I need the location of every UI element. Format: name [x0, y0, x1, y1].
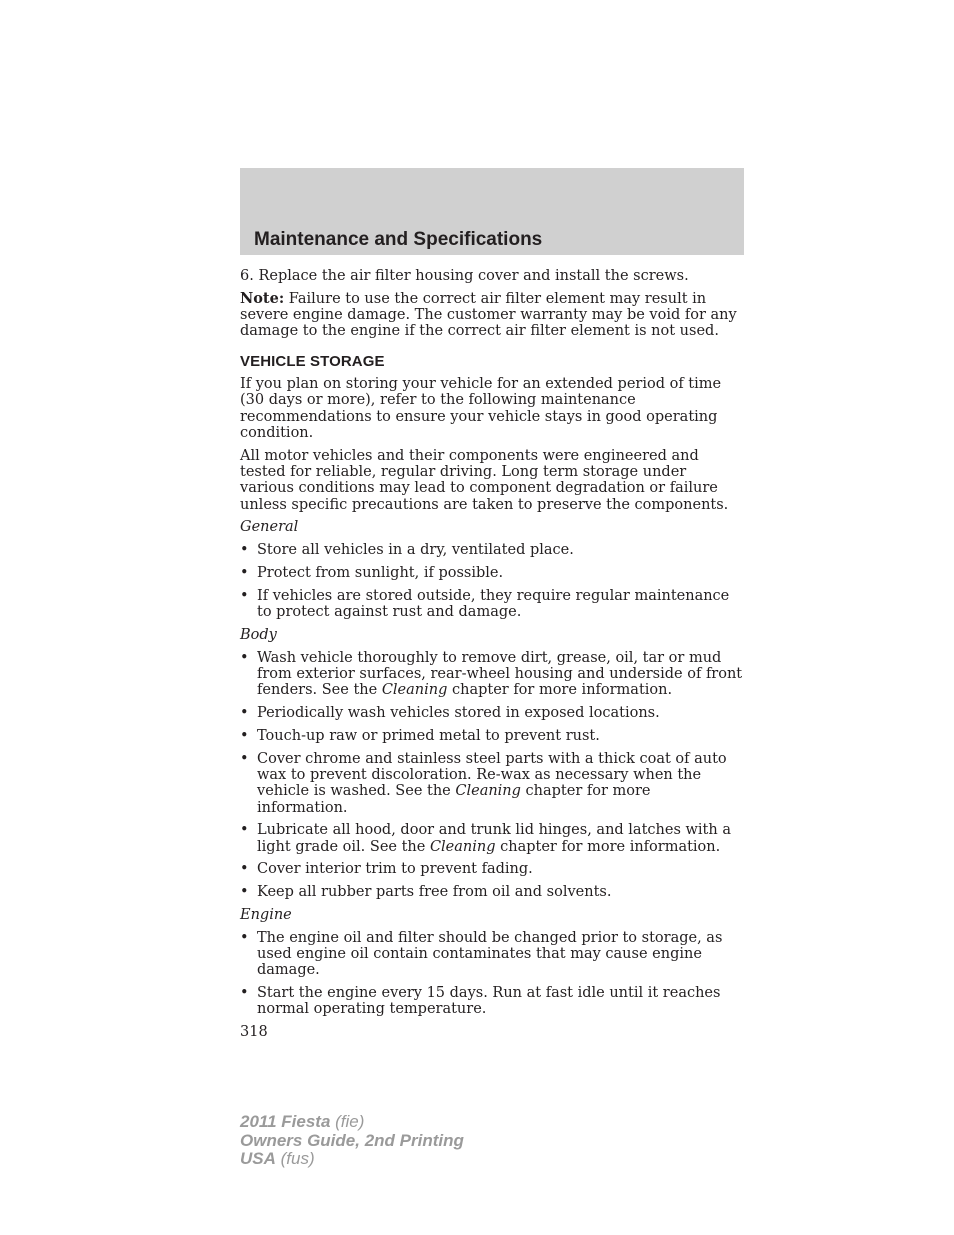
subhead-general: General [240, 519, 299, 536]
page-number: 318 [240, 1024, 268, 1041]
engine-list [240, 930, 744, 1018]
footer-line-2: Owners Guide, 2nd Printing [240, 1130, 464, 1150]
list-item: • If vehicles are stored outside, they require regular maintenance to protect against rust and damage. [240, 587, 730, 621]
list-item: • Cover interior trim to prevent fading. [240, 861, 533, 878]
section-heading: VEHICLE STORAGE [240, 352, 385, 370]
bullet-glyph: • [240, 542, 249, 559]
chapter-reference: Cleaning [429, 838, 496, 855]
bullet-glyph: • [240, 727, 249, 744]
chapter-header-band [240, 168, 744, 255]
bullet-glyph: • [240, 929, 249, 946]
chapter-reference: Cleaning [455, 783, 521, 800]
list-item: • Start the engine every 15 days. Run at fast idle until it reaches normal operating temperature. [240, 985, 721, 1018]
storage-detail-paragraph: All motor vehicles and their components were engineered and tested for reliable, regular driving. Long term storage under various conditions may lead to component degradation or failure unless specific precautions are taken to preserve the components. [240, 447, 729, 513]
bullet-glyph: • [240, 822, 249, 839]
list-item: • Protect from sunlight, if possible. [240, 564, 504, 581]
chapter-title: Maintenance and Specifications [254, 229, 543, 250]
bullet-glyph: • [240, 649, 249, 666]
general-list [240, 542, 744, 620]
chapter-reference: Cleaning [381, 682, 448, 699]
list-item: • Keep all rubber parts free from oil and solvents. [240, 884, 612, 901]
list-item: • Cover chrome and stainless steel parts with a thick coat of auto wax to prevent discoloration. Re-wax as necessary when the vehicle is washed. See the Cleaning chapter for more information. [240, 750, 727, 816]
bullet-glyph: • [240, 564, 249, 581]
document-footer [240, 1113, 464, 1169]
bullet-glyph: • [240, 750, 249, 767]
storage-intro-paragraph: If you plan on storing your vehicle for an extended period of time (30 days or more), refer to the following maintenance recommendations to ensure your vehicle stays in good operating condition. [240, 375, 722, 441]
list-item: • Periodically wash vehicles stored in exposed locations. [240, 705, 660, 722]
note-paragraph [240, 291, 744, 340]
subhead-engine: Engine [240, 907, 292, 923]
footer-line-1: 2011 Fiesta (fie) [240, 1112, 365, 1131]
note-label: Note: [240, 289, 285, 307]
bullet-glyph: • [240, 884, 249, 901]
note-text: Failure to use the correct air filter element may result in severe engine damage. The customer warranty may be void for any damage to the engine if the correct air filter element is not used. [240, 290, 737, 340]
body-list [240, 650, 744, 901]
bullet-glyph: • [240, 985, 249, 1002]
list-item: • Store all vehicles in a dry, ventilated place. [240, 542, 574, 559]
page-content [240, 268, 744, 1041]
subhead-body: Body [240, 626, 277, 643]
list-item: • The engine oil and filter should be changed prior to storage, as used engine oil contain contaminates that may cause engine damage. [240, 929, 723, 979]
bullet-glyph: • [240, 861, 249, 878]
list-item: • Touch-up raw or primed metal to prevent rust. [240, 727, 600, 744]
step-6-text: 6. Replace the air filter housing cover and install the screws. [240, 268, 689, 284]
list-item: • Wash vehicle thoroughly to remove dirt, grease, oil, tar or mud from exterior surfaces, rear-wheel housing and underside of front fenders. See the Cleaning chapter for more information. [240, 649, 743, 699]
footer-line-3: USA (fus) [240, 1149, 315, 1168]
bullet-glyph: • [240, 587, 249, 604]
list-item: • Lubricate all hood, door and trunk lid hinges, and latches with a light grade oil. See the Cleaning chapter for more information. [240, 822, 731, 855]
bullet-glyph: • [240, 705, 249, 722]
